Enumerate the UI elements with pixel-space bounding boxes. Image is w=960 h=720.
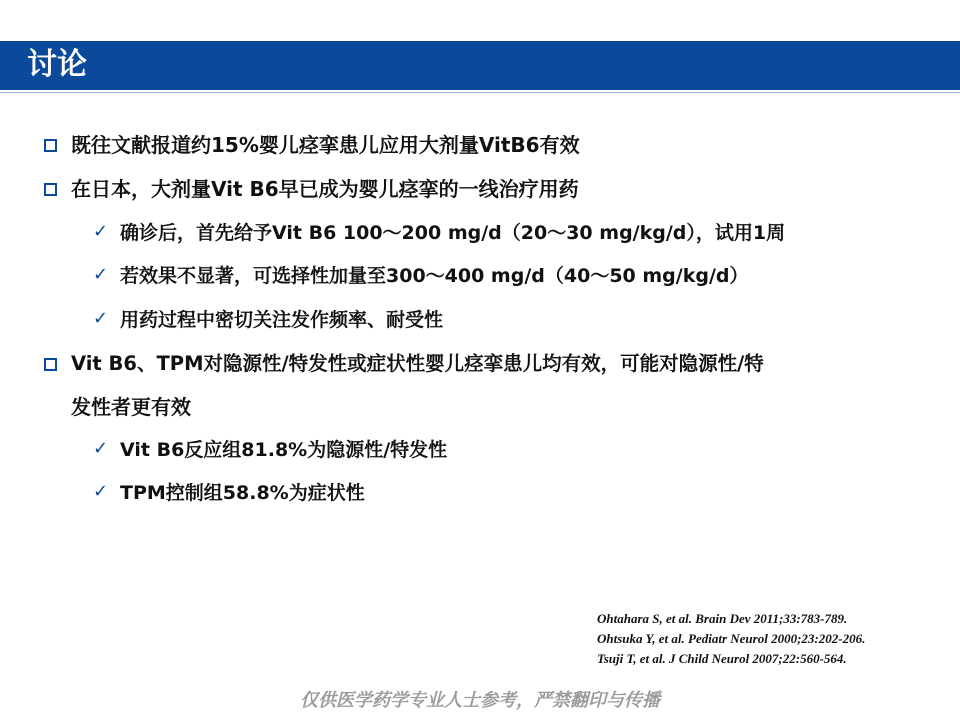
- sub-bullet-text: TPM控制组58.8%为症状性: [120, 482, 365, 504]
- slide-title: 讨论: [27, 47, 87, 82]
- reference-item: Ohtsuka Y, et al. Pediatr Neurol 2000;23:202-206.: [597, 631, 866, 646]
- sub-bullet-text: 若效果不显著，可选择性加量至300～400 mg/d（40～50 mg/kg/d）: [120, 265, 749, 287]
- checkmark-icon: ✓: [93, 481, 109, 502]
- square-bullet-icon: [44, 139, 57, 152]
- bullet-text: 在日本，大剂量Vit B6早已成为婴儿痉挛的一线治疗用药: [71, 177, 579, 201]
- references: [597, 609, 865, 669]
- footer-disclaimer: 仅供医学药学专业人士参考，严禁翻印与传播: [300, 690, 660, 711]
- bullet-text: Vit B6、TPM对隐源性/特发性或症状性婴儿痉挛患儿均有效，可能对隐源性/特: [71, 352, 764, 375]
- bullet-text: 既往文献报道约15%婴儿痉挛患儿应用大剂量VitB6有效: [71, 133, 580, 157]
- reference-item: Tsuji T, et al. J Child Neurol 2007;22:560-564.: [597, 651, 847, 666]
- checkmark-icon: ✓: [93, 308, 109, 329]
- sub-bullet-text: 用药过程中密切关注发作频率、耐受性: [120, 309, 444, 331]
- checkmark-icon: ✓: [93, 438, 109, 459]
- checkmark-icon: ✓: [93, 221, 109, 242]
- sub-bullet-text: 确诊后，首先给予Vit B6 100～200 mg/d（20～30 mg/kg/d），试用1周: [120, 222, 786, 244]
- checkmark-icon: ✓: [93, 264, 109, 285]
- square-bullet-icon: [44, 358, 57, 371]
- square-bullet-icon: [44, 183, 57, 196]
- title-bar: [0, 41, 960, 90]
- reference-item: Ohtahara S, et al. Brain Dev 2011;33:783-789.: [597, 611, 848, 626]
- bullet-text-continued: 发性者更有效: [71, 395, 191, 419]
- title-divider: [0, 92, 960, 93]
- sub-bullet-text: Vit B6反应组81.8%为隐源性/特发性: [120, 439, 448, 461]
